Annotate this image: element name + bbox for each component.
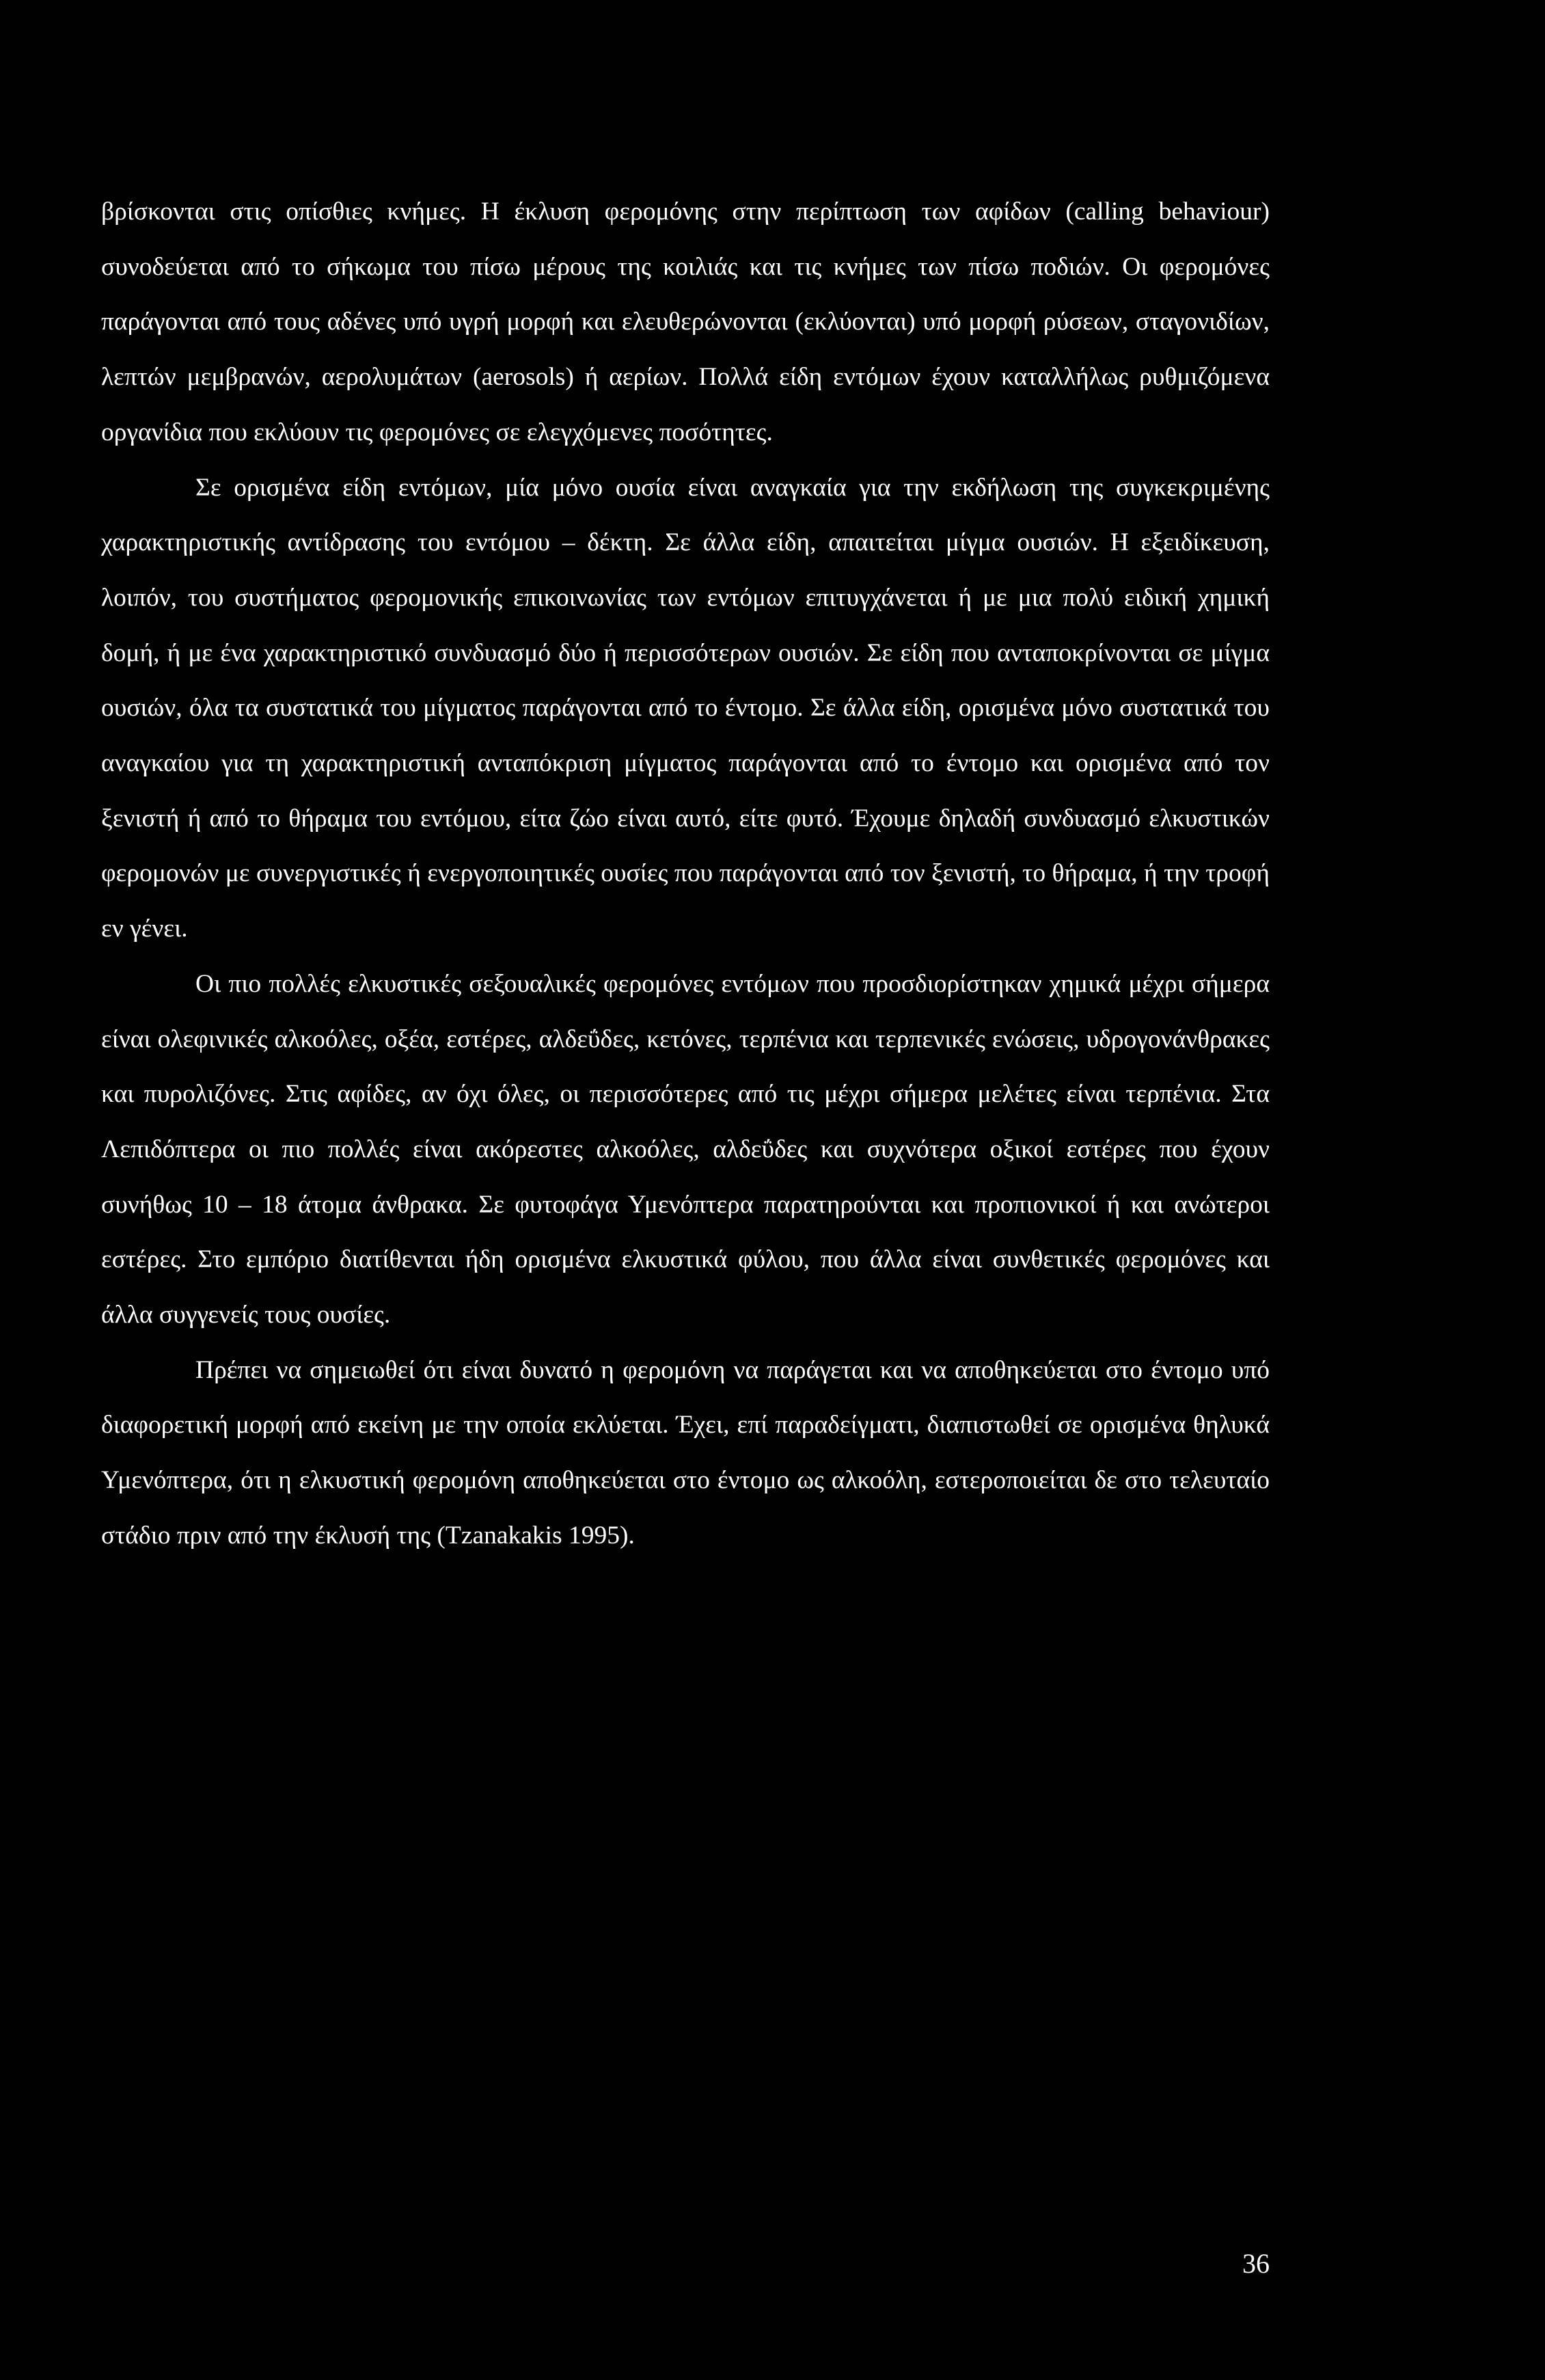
paragraph: βρίσκονται στις οπίσθιες κνήμες. Η έκλυση φερομόνης στην περίπτωση των αφίδων (calling behaviour) συνοδεύεται από το σήκωμα του πίσω μέρους της κοιλιάς και τις κνήμες των πίσω ποδιών. Οι φερομόνες παράγονται από τους αδένες υπό υγρή μορφή και ελευθερώνονται (εκλύονται) υπό μορφή ρύσεων, σταγονιδίων, λεπτών μεμβρανών, αερολυμάτων (aerosols) ή αερίων. Πολλά είδη εντόμων έχουν καταλλήλως ρυθμιζόμενα οργανίδια που εκλύουν τις φερομόνες σε ελεγχόμενες ποσότητες. xyxy=(101,198,1270,446)
paragraph: Σε ορισμένα είδη εντόμων, μία μόνο ουσία είναι αναγκαία για την εκδήλωση της συγκεκριμένης χαρακτηριστικής αντίδρασης του εντόμου – δέκτη. Σε άλλα είδη, απαιτείται μίγμα ουσιών. Η εξειδίκευση, λοιπόν, του συστήματος φερομονικής επικοινωνίας των εντόμων επιτυγχάνεται ή με μια πολύ ειδική χημική δομή, ή με ένα χαρακτηριστικό συνδυασμό δύο ή περισσότερων ουσιών. Σε είδη που ανταποκρίνονται σε μίγμα ουσιών, όλα τα συστατικά του μίγματος παράγονται από το έντομο. Σε άλλα είδη, ορισμένα μόνο συστατικά του αναγκαίου για τη χαρακτηριστική ανταπόκριση μίγματος παράγονται από το έντομο και ορισμένα από τον ξενιστή ή από το θήραμα του εντόμου, είτα ζώο είναι αυτό, είτε φυτό. Έχουμε δηλαδή συνδυασμό ελκυστικών φερομονών με συνεργιστικές ή ενεργοποιητικές ουσίες που παράγονται από τον ξενιστή, το θήραμα, ή την τροφή εν γένει. xyxy=(101,473,1270,943)
page-number: 36 xyxy=(1242,2248,1270,2279)
paragraph: Οι πιο πολλές ελκυστικές σεξουαλικές φερομόνες εντόμων που προσδιορίστηκαν χημικά μέχρι σήμερα είναι ολεφινικές αλκοόλες, οξέα, εστέρες, αλδεΰδες, κετόνες, τερπένια και τερπενικές ενώσεις, υδρογονάνθρακες και πυρολιζόνες. Στις αφίδες, αν όχι όλες, οι περισσότερες από τις μέχρι σήμερα μελέτες είναι τερπένια. Στα Λεπιδόπτερα οι πιο πολλές είναι ακόρεστες αλκοόλες, αλδεΰδες και συχνότερα οξικοί εστέρες που έχουν συνήθως 10 – 18 άτομα άνθρακα. Σε φυτοφάγα Υμενόπτερα παρατηρούνται και προπιονικοί ή και ανώτεροι εστέρες. Στο εμπόριο διατίθενται ήδη ορισμένα ελκυστικά φύλου, που άλλα είναι συνθετικές φερομόνες και άλλα συγγενείς τους ουσίες. xyxy=(101,969,1270,1329)
body-text xyxy=(101,185,1270,1564)
paragraph: Πρέπει να σημειωθεί ότι είναι δυνατό η φερομόνη να παράγεται και να αποθηκεύεται στο έντομο υπό διαφορετική μορφή από εκείνη με την οποία εκλύεται. Έχει, επί παραδείγματι, διαπιστωθεί σε ορισμένα θηλυκά Υμενόπτερα, ότι η ελκυστική φερομόνη αποθηκεύεται στο έντομο ως αλκοόλη, εστεροποιείται δε στο τελευταίο στάδιο πριν από την έκλυσή της (Tzanakakis 1995). xyxy=(101,1355,1270,1550)
